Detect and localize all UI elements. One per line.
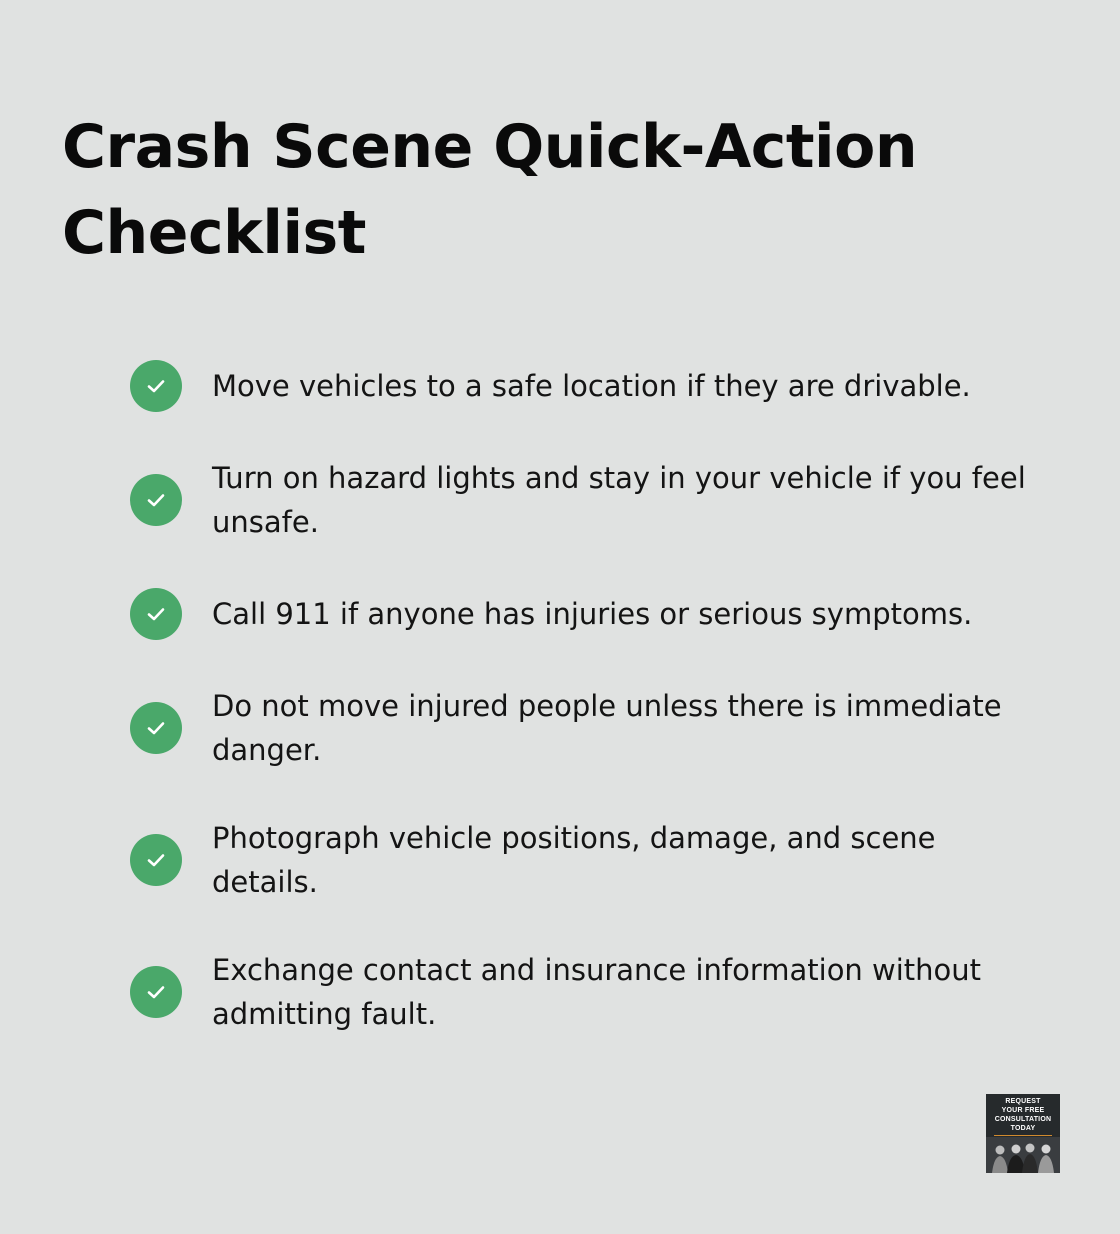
- check-circle-icon: [130, 834, 182, 886]
- team-photo-icon: [986, 1137, 1060, 1173]
- promo-line-your-free: YOUR FREE: [1001, 1107, 1045, 1114]
- consultation-promo-badge[interactable]: [986, 1094, 1060, 1173]
- checklist-item-text: Do not move injured people unless there is immediate danger.: [212, 689, 1002, 767]
- promo-accent-divider: [994, 1135, 1052, 1136]
- check-circle-icon: [130, 360, 182, 412]
- checklist-item: [130, 816, 1050, 904]
- checklist-item-text: Move vehicles to a safe location if they are drivable.: [212, 369, 971, 403]
- promo-line-consultation: CONSULTATION: [994, 1116, 1052, 1123]
- checklist-item-text: Turn on hazard lights and stay in your vehicle if you feel unsafe.: [212, 461, 1026, 539]
- checklist-item: [130, 456, 1050, 544]
- checklist-item: [130, 948, 1050, 1036]
- promo-text: [986, 1097, 1060, 1133]
- check-circle-icon: [130, 702, 182, 754]
- checklist-item-text: Call 911 if anyone has injuries or serious symptoms.: [212, 597, 973, 631]
- check-circle-icon: [130, 966, 182, 1018]
- check-circle-icon: [130, 474, 182, 526]
- page-title: Crash Scene Quick-Action Checklist: [62, 112, 918, 268]
- promo-line-today: TODAY: [1010, 1125, 1036, 1132]
- checklist-item: [130, 360, 1050, 412]
- checklist-item: [130, 684, 1050, 772]
- checklist-item-text: Exchange contact and insurance information without admitting fault.: [212, 953, 982, 1031]
- checklist-item-text: Photograph vehicle positions, damage, and scene details.: [212, 821, 936, 899]
- checklist-item: [130, 588, 1050, 640]
- promo-line-request: REQUEST: [1005, 1098, 1041, 1105]
- checklist: [130, 360, 1050, 1036]
- check-circle-icon: [130, 588, 182, 640]
